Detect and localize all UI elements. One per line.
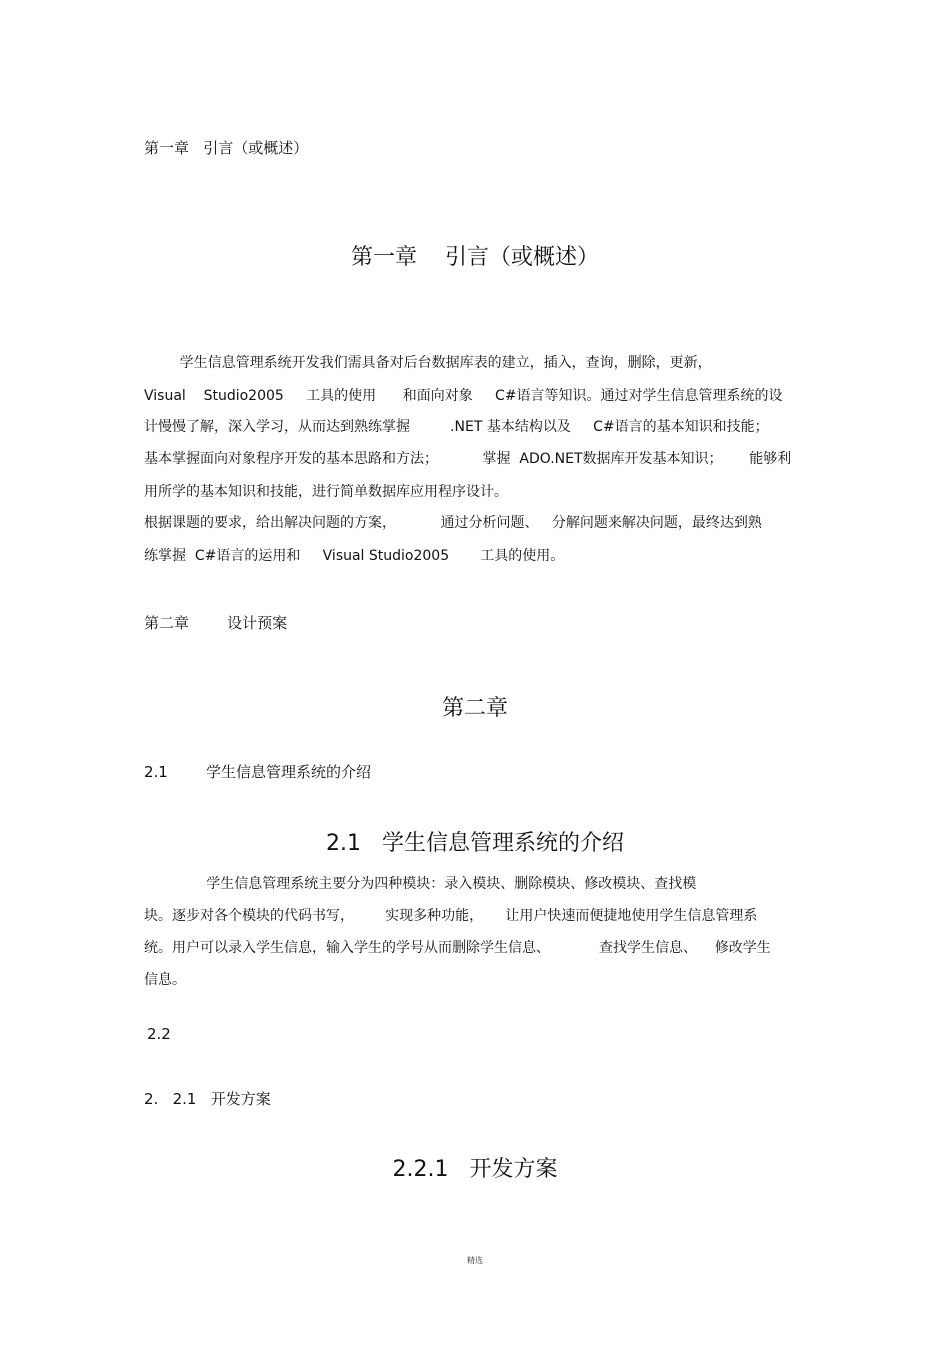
chapter1-small-heading: 第一章 引言（或概述） bbox=[144, 139, 309, 157]
chapter1-line-3: 计慢慢了解，深入学习，从而达到熟练掌握 .NET 基本结构以及 C#语言的基本知识和技能； bbox=[144, 419, 769, 435]
chapter2-heading: 第二章 bbox=[441, 696, 508, 721]
section-2-1-line-1: 学生信息管理系统主要分为四种模块：录入模块、删除模块、修改模块、查找模 bbox=[144, 876, 697, 892]
chapter1-heading: 第一章 引言（或概述） bbox=[351, 245, 599, 270]
chapter1-line-5: 用所学的基本知识和技能，进行简单数据库应用程序设计。 bbox=[144, 484, 508, 500]
section-2-1-line-4: 信息。 bbox=[144, 972, 186, 988]
page-footer: 精选 bbox=[467, 1256, 483, 1265]
section-2-1-line-3: 统。用户可以录入学生信息，输入学生的学号从而删除学生信息、 查找学生信息、 修改学生 bbox=[144, 940, 771, 956]
chapter1-line-2: Visual Studio2005 工具的使用 和面向对象 C#语言等知识。通过对学生信息管理系统的设 bbox=[144, 388, 783, 404]
chapter1-line-7: 练掌握 C#语言的运用和 Visual Studio2005 工具的使用。 bbox=[144, 548, 565, 564]
chapter1-line-4: 基本掌握面向对象程序开发的基本思路和方法； 掌握 ADO.NET数据库开发基本知识； 能够利 bbox=[144, 451, 792, 467]
section-2-1-line-2: 块。逐步对各个模块的代码书写， 实现多种功能， 让用户快速而便捷地使用学生信息管理系 bbox=[144, 908, 758, 924]
section-2-2-1-small-heading: 2. 2.1 开发方案 bbox=[144, 1090, 271, 1108]
section-2-2-1-heading: 2.2.1 开发方案 bbox=[392, 1157, 558, 1182]
chapter1-line-1: 学生信息管理系统开发我们需具备对后台数据库表的建立，插入，查询，删除，更新， bbox=[144, 355, 712, 371]
chapter1-line-6: 根据课题的要求，给出解决问题的方案， 通过分析问题、 分解问题来解决问题，最终达到熟 bbox=[144, 515, 762, 531]
section-2-2-small-heading: 2.2 bbox=[147, 1025, 171, 1043]
section-2-1-heading: 2.1 学生信息管理系统的介绍 bbox=[326, 831, 624, 856]
section-2-1-small-heading: 2.1 学生信息管理系统的介绍 bbox=[144, 763, 372, 781]
chapter2-small-heading: 第二章 设计预案 bbox=[144, 614, 288, 632]
